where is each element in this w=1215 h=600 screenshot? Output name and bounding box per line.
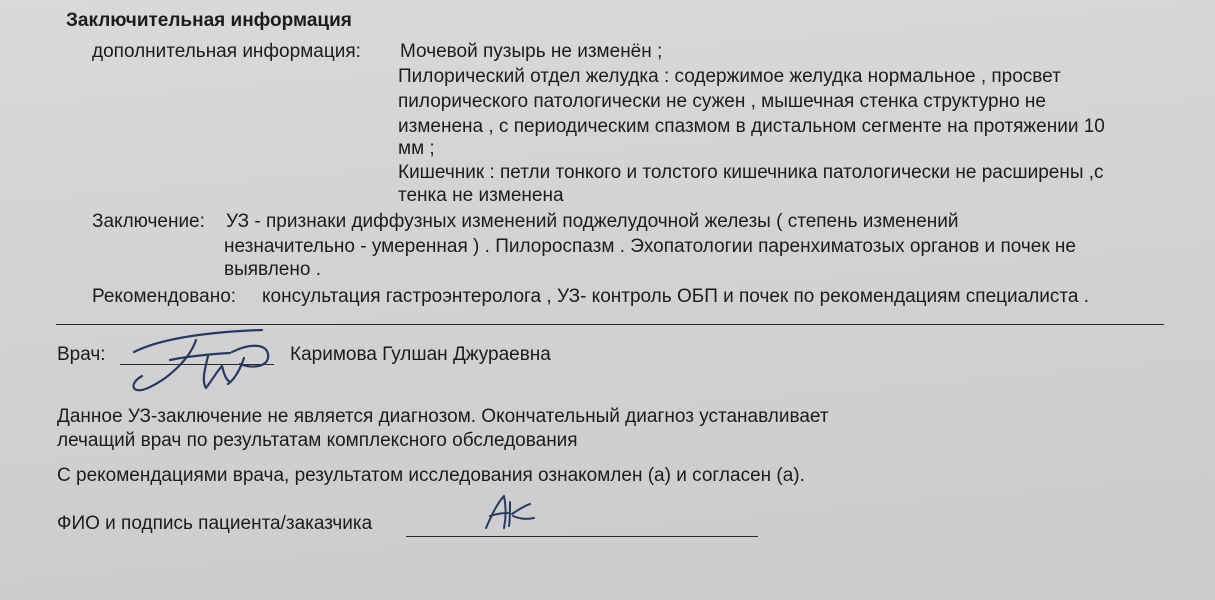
patient-signature-label: ФИО и подпись пациента/заказчика — [57, 513, 373, 534]
doctor-label: Врач: — [57, 344, 106, 365]
additional-info-line: мм ; — [398, 138, 435, 159]
additional-info-line: изменена , с периодическим спазмом в дистальном сегменте на протяжении 10 — [398, 116, 1105, 137]
disclaimer-line: Данное УЗ-заключение не является диагнозом. Окончательный диагноз устанавливает — [57, 406, 829, 427]
conclusion-line: УЗ - признаки диффузных изменений поджелудочной железы ( степень изменений — [226, 211, 959, 232]
conclusion-label: Заключение: — [92, 211, 205, 232]
doctor-signature — [112, 318, 292, 408]
patient-signature-line — [406, 536, 758, 537]
additional-info-line: тенка не изменена — [398, 185, 564, 206]
recommended-label: Рекомендовано: — [92, 286, 237, 307]
additional-info-line: пилорического патологически не сужен , мышечная стенка структурно не — [398, 91, 1046, 112]
additional-info-line: Кишечник : петли тонкого и толстого кишечника патологически не расширены ,с — [398, 162, 1104, 183]
doctor-name: Каримова Гулшан Джураевна — [290, 344, 551, 365]
recommended-text: консультация гастроэнтеролога , УЗ- контроль ОБП и почек по рекомендациям специалиста . — [262, 286, 1090, 307]
conclusion-line: выявлено . — [224, 259, 321, 280]
additional-info-line: Пилорический отдел желудка : содержимое желудка нормальное , просвет — [398, 66, 1061, 87]
conclusion-line: незначительно - умеренная ) . Пилороспазм . Эхопатологии паренхиматозых органов и почек не — [224, 236, 1076, 257]
patient-signature — [476, 488, 546, 538]
section-title: Заключительная информация — [66, 10, 352, 31]
additional-info-label: дополнительная информация: — [92, 41, 361, 62]
additional-info-line: Мочевой пузырь не изменён ; — [400, 41, 663, 62]
consent-text: С рекомендациями врача, результатом исследования ознакомлен (а) и согласен (а). — [57, 465, 805, 486]
disclaimer-line: лечащий врач по результатам комплексного обследования — [57, 430, 578, 451]
